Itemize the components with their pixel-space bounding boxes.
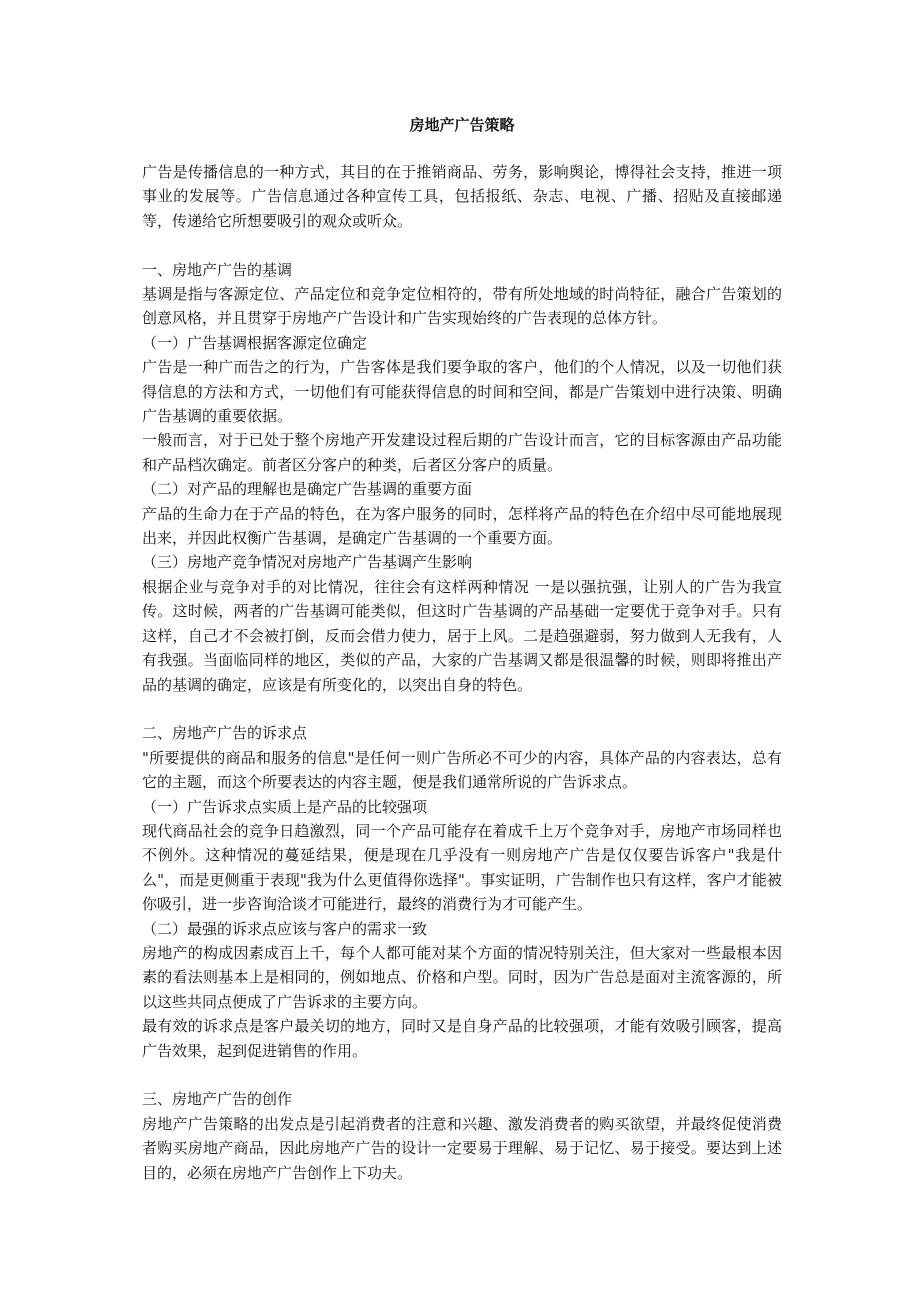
- section-2-subheading-1: （一）广告诉求点实质上是产品的比较强项: [142, 797, 428, 816]
- section-1-subheading-2: （二）对产品的理解也是确定广告基调的重要方面: [142, 480, 473, 499]
- section-1-paragraph-1: 基调是指与客源定位、产品定位和竞争定位相符的，带有所处地域的时尚特征，融合广告策划的创意风格，并且贯穿于房地产广告设计和广告实现始终的广告表现的总体方针。: [142, 285, 782, 328]
- section-1-paragraph-2: 广告是一种广而告之的行为，广告客体是我们要争取的客户，他们的个人情况，以及一切他们获得信息的方法和方式，一切他们有可能获得信息的时间和空间，都是广告策划中进行决策、明确广告基调的重要依据。: [142, 358, 782, 426]
- section-1-paragraph-4: 产品的生命力在于产品的特色，在为客户服务的同时，怎样将产品的特色在介绍中尽可能地展现出来，并因此权衡广告基调，是确定广告基调的一个重要方面。: [142, 504, 782, 548]
- section-1-subheading-1: （一）广告基调根据客源定位确定: [142, 333, 368, 352]
- document-body: [142, 160, 782, 1185]
- section-2-paragraph-3: 房地产的构成因素成百上千，每个人都可能对某个方面的情况特别关注，但大家对一些最根本因素的看法则基本上是相同的，例如地点、价格和户型。同时，因为广告总是面对主流客源的，所以这些共同点便成了广告诉求的主要方向。: [142, 943, 782, 1011]
- section-1-subheading-3: （三）房地产竞争情况对房地产广告基调产生影响: [142, 553, 473, 572]
- section-1-heading: 一、房地产广告的基调: [142, 260, 293, 279]
- section-2-paragraph-2: 现代商品社会的竞争日趋激烈，同一个产品可能存在着成千上万个竞争对手，房地产市场同样也不例外。这种情况的蔓延结果，便是现在几乎没有一则房地产广告是仅仅要告诉客户"我是什么"，而是更侧重于表现"我为什么更值得你选择"。事实证明，广告制作也只有这样，客户才能被你吸引，进一步咨询洽谈才可能进行，最终的消费行为才可能产生。: [142, 821, 782, 914]
- section-3-paragraph-1: 房地产广告策略的出发点是引起消费者的注意和兴趣、激发消费者的购买欲望，并最终促使消费者购买房地产商品，因此房地产广告的设计一定要易于理解、易于记忆、易于接受。要达到上述目的，必须在房地产广告创作上下功夫。: [142, 1114, 782, 1182]
- section-2-heading: 二、房地产广告的诉求点: [142, 724, 308, 743]
- intro-paragraph: 广告是传播信息的一种方式，其目的在于推销商品、劳务，影响舆论，博得社会支持，推进一项事业的发展等。广告信息通过各种宣传工具，包括报纸、杂志、电视、广播、招贴及直接邮递等，传递给它所想要吸引的观众或听众。: [142, 163, 782, 230]
- section-2-paragraph-1: "所要提供的商品和服务的信息"是任何一则广告所必不可少的内容，具体产品的内容表达，总有它的主题，而这个所要表达的内容主题，便是我们通常所说的广告诉求点。: [142, 748, 782, 792]
- paragraph-gap: [142, 697, 782, 721]
- section-1-paragraph-3: 一般而言，对于已处于整个房地产开发建设过程后期的广告设计而言，它的目标客源由产品功能和产品档次确定。前者区分客户的种类，后者区分客户的质量。: [142, 431, 782, 474]
- paragraph-gap: [142, 233, 782, 257]
- section-3-heading: 三、房地产广告的创作: [142, 1090, 293, 1109]
- paragraph-gap: [142, 1063, 782, 1087]
- document-title: 房地产广告策略: [409, 116, 515, 134]
- section-2-paragraph-4: 最有效的诉求点是客户最关切的地方，同时又是自身产品的比较强项，才能有效吸引顾客，提高广告效果，起到促进销售的作用。: [142, 1017, 782, 1060]
- section-2-subheading-2: （二）最强的诉求点应该与客户的需求一致: [142, 919, 428, 938]
- section-1-paragraph-5: 根据企业与竞争对手的对比情况，往往会有这样两种情况 一是以强抗强，让别人的广告为我宣传。这时候，两者的广告基调可能类似，但这时广告基调的产品基础一定要优于竞争对手。只有这样，自己才不会被打倒，反而会借力使力，居于上风。二是趋强避弱，努力做到人无我有，人有我强。当面临同样的地区，类似的产品，大家的广告基调又都是很温馨的时候，则即将推出产品的基调的确定，应该是有所变化的，以突出自身的特色。: [142, 577, 782, 694]
